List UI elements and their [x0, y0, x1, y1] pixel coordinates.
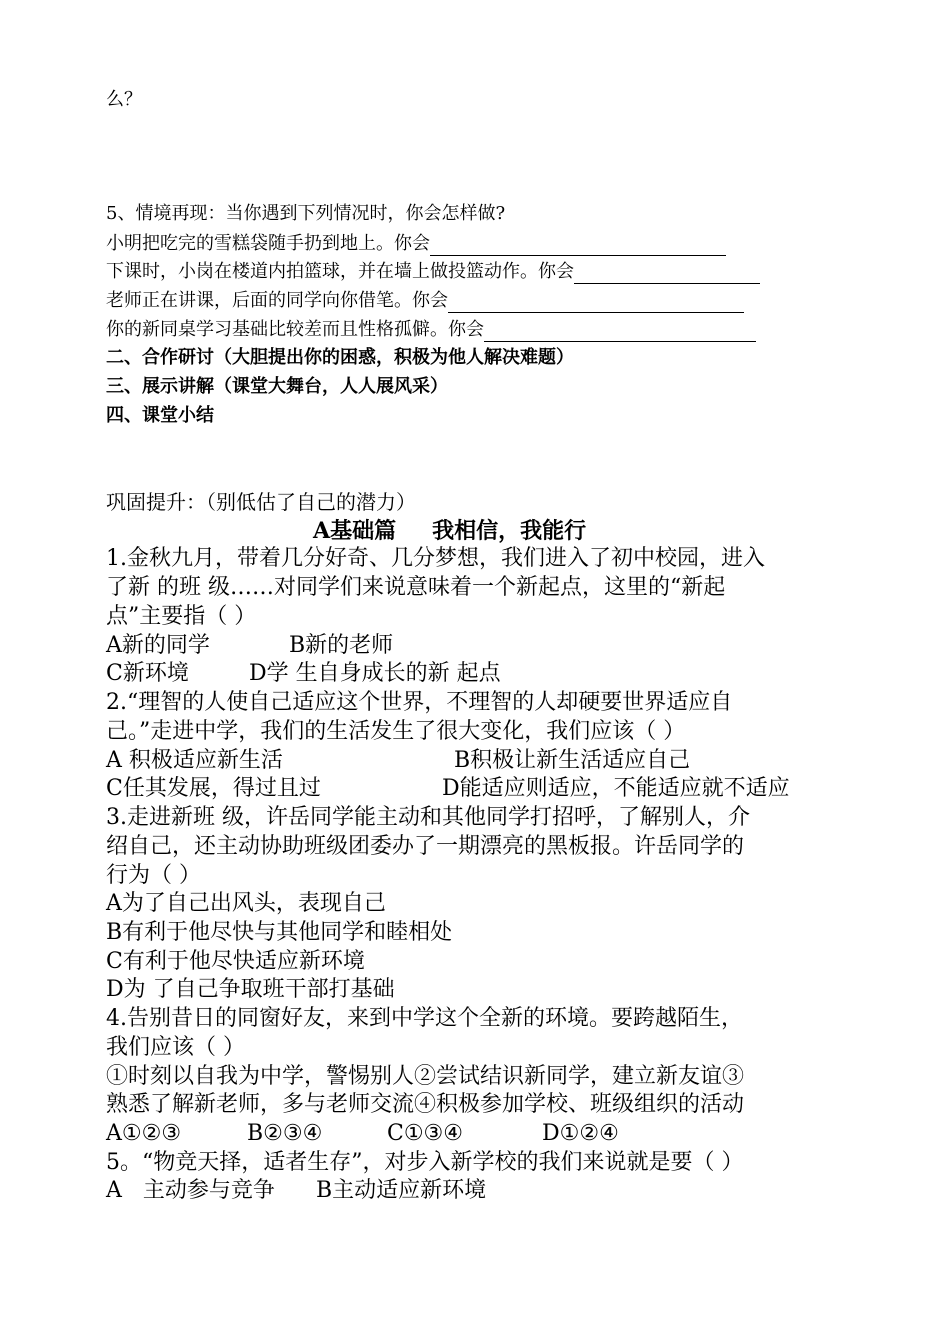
option-d[interactable]: D能适应则适应，不能适应就不适应 [442, 776, 790, 801]
situation-line [106, 289, 744, 313]
q3-stem-line: 行为（ ） [106, 863, 201, 888]
section-heading: 四、课堂小结 [106, 405, 214, 426]
option-d[interactable]: D学 生自身成长的新 起点 [249, 661, 501, 686]
q2-stem-line: 己。”走进中学，我们的生活发生了很大变化，我们应该（ ） [106, 719, 686, 744]
q1-stem-line: 点”主要指（ ） [106, 604, 257, 629]
q4-stem-line: 熟悉了解新老师，多与老师交流④积极参加学校、班级组织的活动 [106, 1092, 745, 1117]
q2-options-row [106, 775, 790, 803]
part-a-slogan: 我相信，我能行 [432, 518, 587, 544]
answer-blank[interactable] [448, 294, 744, 313]
q5-choice-stem: 5。“物竞天择，适者生存”，对步入新学校的我们来说就是要（ ） [106, 1150, 744, 1175]
q1-stem-line: 了新 的班 级……对同学们来说意味着一个新起点，这里的“新起 [106, 575, 726, 600]
q1-options-row [106, 632, 393, 660]
situation-text: 下课时，小岗在楼道内拍篮球，并在墙上做投篮动作。你会 [106, 261, 574, 282]
answer-blank[interactable] [430, 237, 726, 256]
option-a[interactable]: A 积极适应新生活 [106, 748, 283, 773]
q4-options-row [106, 1120, 619, 1148]
option-b[interactable]: B有利于他尽快与其他同学和睦相处 [106, 920, 453, 945]
option-b[interactable]: B新的老师 [289, 633, 394, 658]
consolidate-heading: 巩固提升：（别低估了自己的潜力） [106, 490, 416, 514]
q2-options-row [106, 747, 690, 775]
option-a[interactable]: A为了自己出风头，表现自己 [106, 891, 386, 916]
option-d[interactable]: D为 了自己争取班干部打基础 [106, 977, 395, 1002]
situation-text: 你的新同桌学习基础比较差而且性格孤僻。你会 [106, 319, 484, 340]
continued-text: 么？ [106, 89, 142, 110]
section-heading: 三、展示讲解（课堂大舞台，人人展风采） [106, 376, 448, 397]
option-c[interactable]: C有利于他尽快适应新环境 [106, 949, 365, 974]
option-a[interactable]: A新的同学 [106, 633, 210, 658]
option-c[interactable]: C新环境 [106, 661, 189, 686]
option-a[interactable]: A 主动参与竞争 [106, 1178, 275, 1203]
option-a[interactable]: A①②③ [106, 1121, 182, 1146]
option-d[interactable]: D①②④ [542, 1121, 619, 1146]
situation-line [106, 318, 756, 342]
situation-text: 老师正在讲课，后面的同学向你借笔。你会 [106, 290, 448, 311]
section-heading: 二、合作研讨（大胆提出你的困惑，积极为他人解决难题） [106, 347, 574, 368]
part-a-label: A基础篇 [313, 518, 397, 544]
option-b[interactable]: B主动适应新环境 [316, 1178, 487, 1203]
answer-blank[interactable] [574, 265, 760, 284]
q3-stem-line: 3.走进新班 级，许岳同学能主动和其他同学打招呼，了解别人，介 [106, 805, 750, 830]
situation-line [106, 232, 726, 256]
q1-options-row [106, 660, 501, 688]
situation-text: 小明把吃完的雪糕袋随手扔到地上。你会 [106, 233, 430, 254]
q4-stem-line: ①时刻以自我为中学，警惕别人②尝试结识新同学，建立新友谊③ [106, 1064, 745, 1089]
option-c[interactable]: C任其发展，得过且过 [106, 776, 321, 801]
option-b[interactable]: B积极让新生活适应自己 [454, 748, 691, 773]
q5-heading: 5、情境再现：当你遇到下列情况时，你会怎样做? [106, 203, 506, 224]
q5-options-row [106, 1177, 486, 1205]
option-b[interactable]: B②③④ [247, 1121, 323, 1146]
q4-stem-line: 我们应该（ ） [106, 1035, 245, 1060]
answer-blank[interactable] [484, 323, 756, 342]
situation-line [106, 260, 760, 284]
part-a-title [313, 517, 586, 545]
q1-stem-line: 1.金秋九月，带着几分好奇、几分梦想，我们进入了初中校园，进入 [106, 546, 765, 571]
q3-stem-line: 绍自己，还主动协助班级团委办了一期漂亮的黑板报。许岳同学的 [106, 834, 745, 859]
option-c[interactable]: C①③④ [387, 1121, 464, 1146]
q2-stem-line: 2.“理智的人使自己适应这个世界，不理智的人却硬要世界适应自 [106, 690, 733, 715]
q4-stem-line: 4.告别昔日的同窗好友，来到中学这个全新的环境。要跨越陌生， [106, 1006, 743, 1031]
